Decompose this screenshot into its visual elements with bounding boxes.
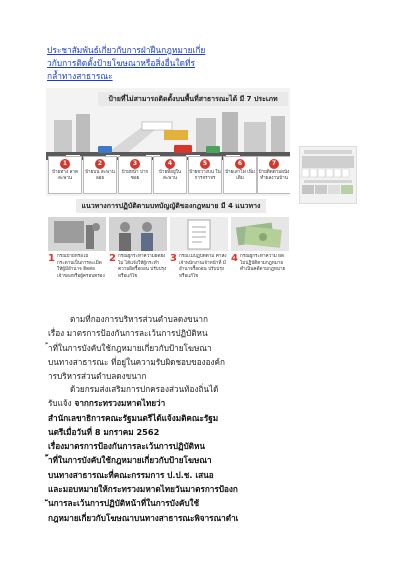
document-order-illustration [170,217,228,251]
paragraph-line-bold: บนทางสาธารณะที่คณะกรรมการ ป.ป.ช. เสนอ [48,469,214,480]
guideline-number: 3 [170,253,177,264]
infographic-thumbnail[interactable] [299,146,357,204]
sign-type-card [118,156,152,194]
guideline-panel [170,217,228,303]
card-label: ป้ายขวางบน ในการจราจร [189,170,221,181]
paragraph-line-bold: และมอบหมายให้กระทรวงมหาดไทยวันมาตรการป้องก [48,484,238,495]
article-title[interactable] [47,44,247,83]
guideline-panel [109,217,167,303]
guideline-text: กรณีผู้กระทำความผิดยังไม่ ได้แจ้งให้ผู้กระทำความผิดรื้อถอน ปรับปรุงหรือแก้ไข [118,254,167,279]
sign-type-cards [46,152,290,196]
paragraph-line [48,396,288,410]
paragraph-line: ้าที่ในการบังคับใช้กฎหมายเกี่ยวกับป้ายโฆษณา [48,342,212,353]
infographic-guidelines-panel [46,199,290,305]
paragraph-line-bold: เรื่องมาตรการป้องกันการละเว้นการปฏิบัติหน [48,441,205,452]
article-title-line[interactable]: วกับการติดตั้งป้ายโฆษณาหรือสิ่งอื่นใดที่ร [47,58,195,68]
officials-photo [109,217,167,251]
paragraph-line-prefix: รับแจ้ง [48,398,72,409]
card-number: 5 [200,159,210,169]
guideline-panel [48,217,106,303]
card-label: ป้ายบน สะพานลอย [85,170,115,181]
guideline-text: กรณีป้ายหรือไม้ กระดานเป็นการละเมิด ให้ผู้มีอำนาจ ติดต่อเจ้าของหรือผู้ครอบครอง [57,254,105,279]
card-number: 3 [130,159,140,169]
card-label: ป้ายเสาไฟ เพิ่มเติม [225,170,255,181]
infographic-image [46,88,290,305]
banknotes-illustration [231,217,289,251]
sign-type-card [223,156,257,194]
sign-type-card [188,156,222,194]
paragraph-line: ตามที่กองการบริหารส่วนตำบลดงขนาก [70,314,208,324]
card-number: 7 [269,159,279,169]
card-label: ป้ายติดตามผนัง ทำผลงานบ้าน [258,170,290,181]
guideline-number: 2 [109,253,116,264]
paragraph-line-bold: นตรีเมื่อวันที่ 8 มกราคม 2562 [48,426,160,437]
paragraph-line-bold: ้าที่ในการบังคับใช้กฎหมายเกี่ยวกับป้ายโฆษณา [48,455,212,466]
guideline-text: กรณีผู้กระทำความ ผิดไม่ปฏิบัติตามกฎหมาย ดำเนินคดีตามกฎหมาย [240,254,286,272]
infographic-heading-sign-types: ป้ายที่ไม่สามารถติดตั้งบนพื้นที่สาธารณะได้ มี 7 ประเภท [98,92,288,106]
sign-type-card [153,156,187,194]
card-label: ป้ายทาง ลาดสะพาน [52,170,78,181]
card-number: 4 [165,159,175,169]
paragraph-line: เรื่อง มาตรการป้องกันการละเว้นการปฏิบัติหน [48,328,208,339]
thumbnail-preview-image [300,147,356,203]
card-label: ป้ายหน้า ปากซอย [121,170,149,181]
guideline-panel [231,217,289,303]
paragraph-line: ด้วยกรมส่งเสริมการปกครองส่วนท้องถิ่นได้ [70,384,219,394]
paragraph-line: บนทางสาธารณะ ที่อยู่ในความรับผิดชอบขององค์ก [48,356,225,367]
sign-type-card [83,156,117,194]
card-number: 1 [60,159,70,169]
paragraph-line-bold: สำนักเลขาธิการคณะรัฐมนตรีได้แจ้งมติคณะรัฐม [48,412,219,423]
guideline-number: 1 [48,253,55,264]
guideline-number: 4 [231,253,238,264]
guideline-text: กรณีไม่ปฏิบัติตาม คำสั่ง เจ้าพนักงานเจ้าหน้าที่ มีอำนาจรื้อถอน ปรับปรุงหรือแก้ไข [179,254,227,279]
sign-type-card [257,156,290,194]
sign-removal-photo [48,217,106,251]
intro-paragraph [48,312,288,383]
sign-type-card [48,156,82,194]
infographic-sign-types-panel [46,88,290,196]
card-number: 6 [235,159,245,169]
card-label: ป้ายที่อยู่ใน สะพาน [158,170,182,181]
article-title-line[interactable]: ประชาสัมพันธ์เกี่ยวกับการฝ่าฝืนกฎหมายเกี่ย [47,45,206,55]
detail-paragraph [48,382,288,525]
infographic-heading-guidelines: แนวทางการปฏิบัติตามบทบัญญัติของกฎหมาย มี 4 แนวทาง [76,199,266,213]
paragraph-line-bold: กฎหมายเกี่ยวกับโฆษณาบนทางสาธารณะพิจารณาดำเ [48,512,239,523]
paragraph-line-bold: ันการละเว้นการปฏิบัติหน้าที่ในการบังคับใช้ [48,498,200,509]
card-number: 2 [95,159,105,169]
paragraph-line-bold: จากกระทรวงมหาดไทยว่า [71,398,166,409]
article-title-line[interactable]: กล้ำทางสาธารณะ [47,71,113,81]
paragraph-line: ารบริหารส่วนตำบลดงขนาก [48,371,147,382]
